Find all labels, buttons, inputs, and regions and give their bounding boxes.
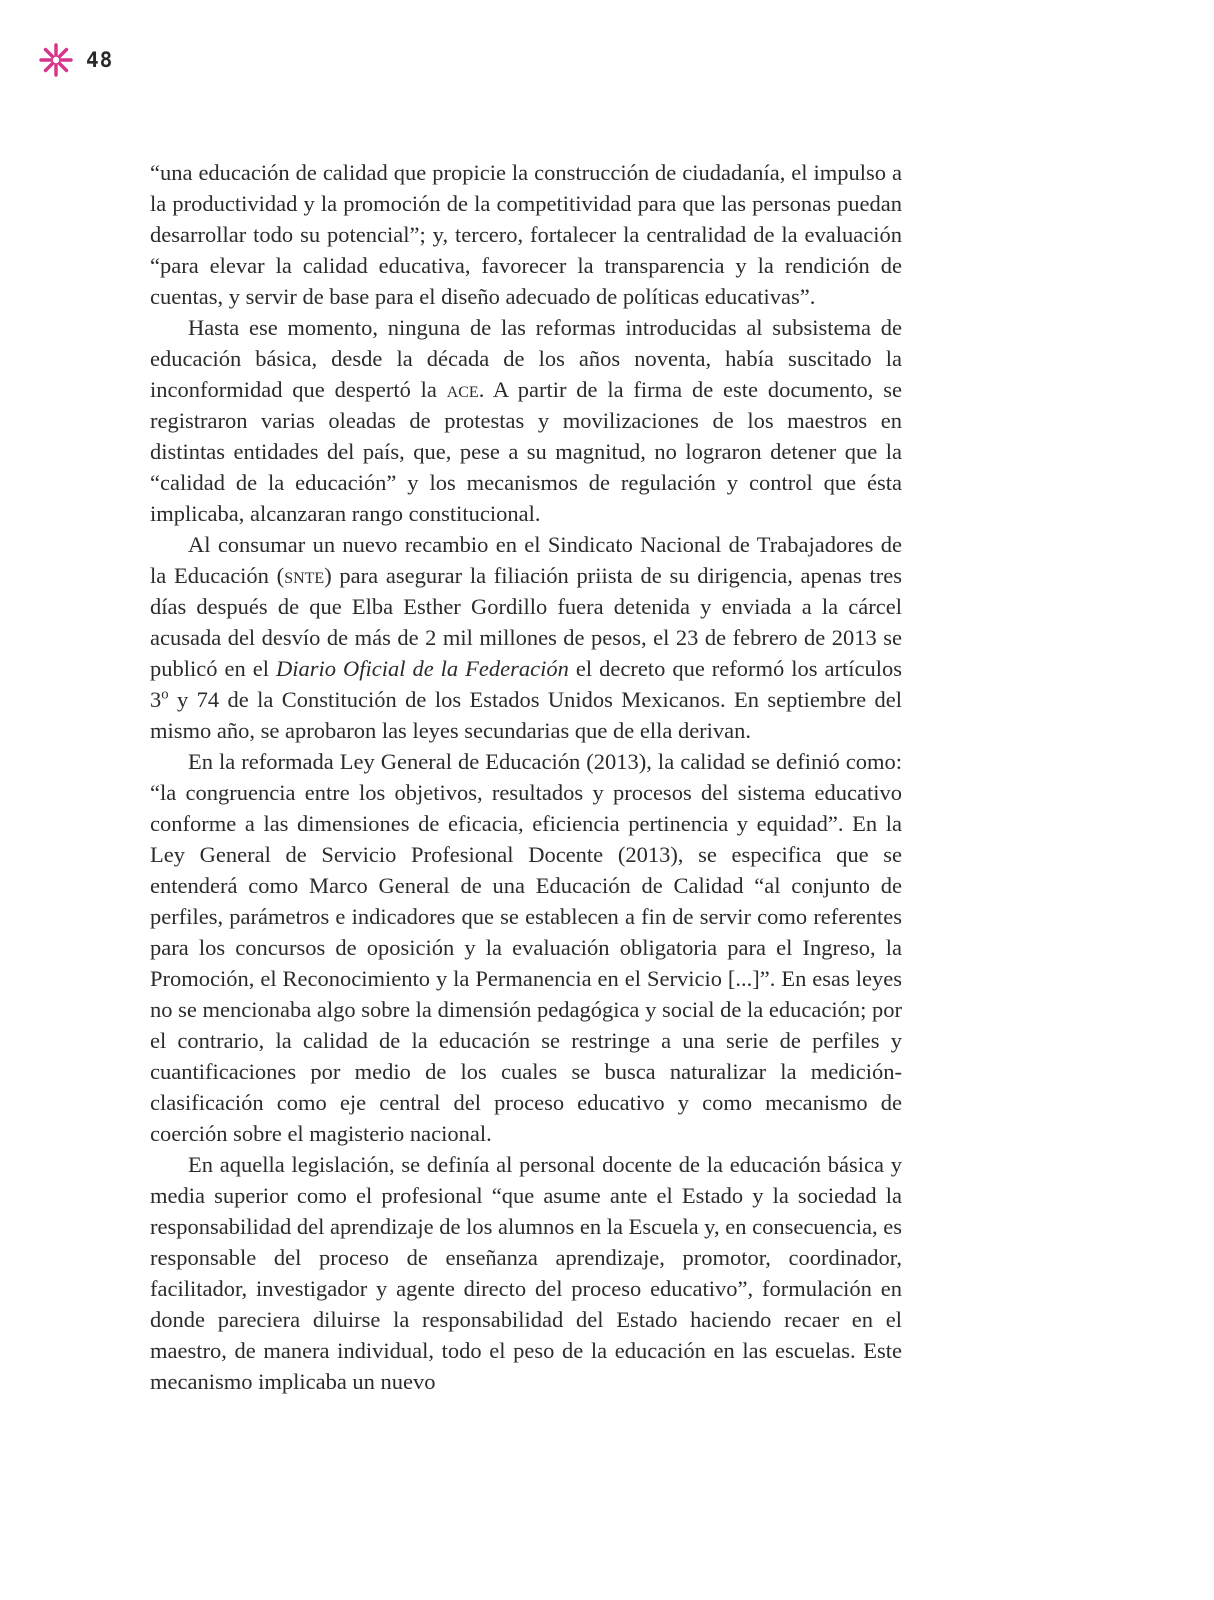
paragraph-2 bbox=[150, 312, 902, 529]
body-text bbox=[150, 157, 902, 1397]
page-header bbox=[38, 42, 113, 78]
paragraph-3-text-middle: ) para asegurar la filiación priista de su dirigencia, apenas tres días después de que Elba Esther Gordillo fuera detenida y enviada a la cárcel acusada del desvío de más de 2 mil millones de pesos, el 23 de febrero de 2013 se publicó en el bbox=[150, 563, 903, 681]
asterisk-icon bbox=[38, 42, 74, 78]
page-number: 48 bbox=[86, 48, 114, 72]
paragraph-3-text-end: y 74 de la Constitución de los Estados Unidos Mexicanos. En septiembre del mismo año, se aprobaron las leyes secundarias que de ella derivan. bbox=[150, 687, 902, 743]
paragraph-3 bbox=[150, 529, 902, 746]
paragraph-5: En aquella legislación, se definía al personal docente de la educación básica y media superior como el profesional “que asume ante el Estado y la sociedad la responsabilidad del aprendizaje de los alumnos en la Escuela y, en consecuencia, es responsable del proceso de enseñanza aprendizaje, promotor, coordinador, facilitador, investigador y agente directo del proceso educativo”, formulación en donde pareciera diluirse la responsabilidad del Estado haciendo recaer en el maestro, de manera individual, todo el peso de la educación en las escuelas. Este mecanismo implicaba un nuevo bbox=[150, 1152, 903, 1394]
paragraph-2-text-start: Hasta ese momento, ninguna de las reformas introducidas al subsistema de educación básica, desde la década de los años noventa, había suscitado la inconformidad que despertó la bbox=[150, 315, 902, 402]
acronym-snte: snte bbox=[284, 563, 325, 588]
paragraph-1: “una educación de calidad que propicie la construcción de ciudadanía, el impulso a la productividad y la promoción de la competitividad para que las personas puedan desarrollar todo su potencial”; y, tercero, fortalecer la centralidad de la evaluación “para elevar la calidad educativa, favorecer la transparencia y la rendición de cuentas, y servir de base para el diseño adecuado de políticas educativas”. bbox=[150, 160, 902, 309]
paragraph-2-text-end: . A partir de la firma de este documento, se registraron varias oleadas de protestas y movilizaciones de los maestros en distintas entidades del país, que, pese a su magnitud, no lograron detener que la “calidad de la educación” y los mecanismos de regulación y control que ésta implicaba, alcanzaran rango constitucional. bbox=[150, 377, 902, 526]
ordinal-superscript: o bbox=[161, 686, 169, 703]
publication-title: Diario Oficial de la Federación bbox=[275, 656, 569, 681]
paragraph-3-text-start: Al consumar un nuevo recambio en el Sindicato Nacional de Trabajadores de la Educación ( bbox=[150, 532, 902, 588]
paragraph-4: En la reformada Ley General de Educación (2013), la calidad se definió como: “la congruencia entre los objetivos, resultados y procesos del sistema educativo conforme a las dimensiones de eficacia, eficiencia pertinencia y equidad”. En la Ley General de Servicio Profesional Docente (2013), se especifica que se entenderá como Marco General de una Educación de Calidad “al conjunto de perfiles, parámetros e indicadores que se establecen a fin de servir como referentes para los concursos de oposición y la evaluación obligatoria para el Ingreso, la Promoción, el Reconocimiento y la Permanencia en el Servicio [...]”. En esas leyes no se mencionaba algo sobre la dimensión pedagógica y social de la educación; por el contrario, la calidad de la educación se restringe a una serie de perfiles y cuantificaciones por medio de los cuales se busca naturalizar la medición-clasificación como eje central del proceso educativo y como mecanismo de coerción sobre el magisterio nacional. bbox=[150, 749, 902, 1146]
acronym-ace: ace bbox=[446, 377, 479, 402]
paragraph-3-text-after-title: el decreto que reformó los artículos 3 bbox=[150, 656, 902, 712]
